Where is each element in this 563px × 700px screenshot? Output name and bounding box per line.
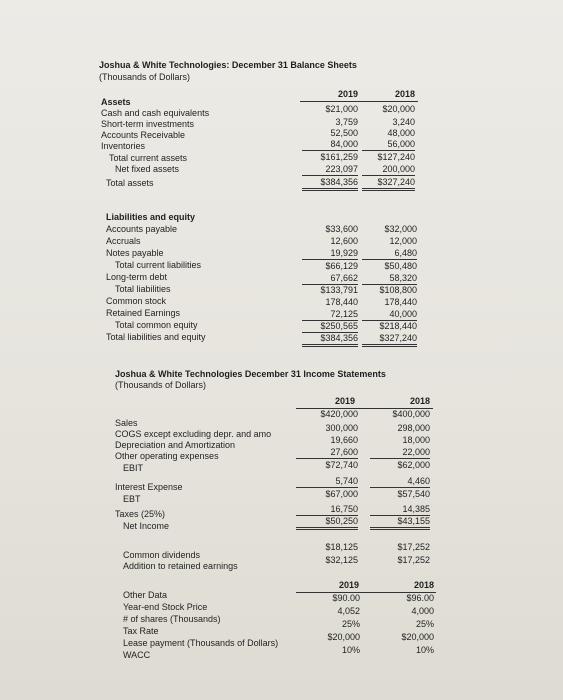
row-label: Short-term investments — [101, 119, 195, 129]
value-2018: 3,240 — [392, 117, 415, 127]
value-2019: 19,929 — [302, 248, 358, 260]
income-year-2019: 2019 — [334, 396, 355, 406]
value-2019: $18,125 — [325, 542, 358, 552]
row-label: # of shares (Thousands) — [123, 614, 221, 624]
value-2019: $250,565 — [302, 321, 358, 333]
income-statement-title: Joshua & White Technologies December 31 Income Statements — [115, 369, 386, 379]
row-label: Net fixed assets — [115, 164, 180, 174]
row-label: Common stock — [106, 296, 167, 306]
other-year-2018: 2018 — [413, 580, 434, 590]
row-label: Year-end Stock Price — [123, 602, 208, 612]
value-2019: $133,791 — [320, 285, 358, 295]
value-2018: 56,000 — [362, 139, 415, 151]
value-2018: $50,480 — [384, 261, 417, 271]
value-2018: 298,000 — [397, 423, 430, 433]
value-2018: $57,540 — [397, 489, 430, 499]
value-2018: 4,460 — [370, 476, 430, 488]
balance-header-rule — [300, 101, 418, 102]
liabilities-header: Liabilities and equity — [106, 212, 196, 222]
income-statement-subtitle: (Thousands of Dollars) — [115, 380, 207, 390]
value-2018: 12,000 — [389, 236, 417, 246]
value-2019: 67,662 — [302, 273, 358, 285]
value-2019: $384,356 — [302, 333, 358, 347]
value-2018: 48,000 — [387, 128, 415, 138]
value-2018: 178,440 — [384, 297, 417, 307]
row-label: Total current liabilities — [115, 260, 202, 270]
value-2018: $218,440 — [379, 321, 417, 331]
value-2018: 18,000 — [402, 435, 430, 445]
row-label: Taxes (25%) — [115, 509, 166, 519]
value-2018: $127,240 — [377, 152, 415, 162]
row-label: Total liabilities and equity — [106, 332, 206, 342]
value-2019: $384,356 — [302, 177, 358, 191]
other-year-2019: 2019 — [338, 580, 359, 590]
value-2018: 6,480 — [362, 248, 417, 260]
value-2018: $32,000 — [384, 224, 417, 234]
value-2018: 10% — [415, 645, 434, 655]
value-2018: 40,000 — [362, 309, 417, 321]
value-2019: 10% — [341, 645, 360, 655]
value-2019: $33,600 — [325, 224, 358, 234]
value-2018: $43,155 — [370, 516, 430, 530]
value-2018: $327,240 — [362, 333, 417, 347]
row-label: Accruals — [106, 236, 141, 246]
value-2019: $66,129 — [325, 261, 358, 271]
balance-sheet-subtitle: (Thousands of Dollars) — [99, 72, 191, 82]
row-label: Other operating expenses — [115, 451, 219, 461]
value-2018: $20,000 — [401, 632, 434, 642]
row-label: Tax Rate — [123, 626, 159, 636]
row-label: Accounts payable — [106, 224, 178, 234]
row-label: Sales — [115, 418, 138, 428]
value-2019: 19,660 — [330, 435, 358, 445]
row-label: Lease payment (Thousands of Dollars) — [123, 638, 279, 648]
row-label: WACC — [123, 650, 151, 660]
value-2018: 22,000 — [370, 447, 430, 459]
value-2019: $420,000 — [320, 409, 358, 419]
row-label: Total current assets — [109, 153, 188, 163]
value-2019: 27,600 — [296, 447, 358, 459]
row-label: Total liabilities — [115, 284, 171, 294]
income-year-2018: 2018 — [409, 396, 430, 406]
value-2019: 223,097 — [302, 164, 358, 176]
value-2019: 16,750 — [296, 504, 358, 516]
value-2018: $400,000 — [392, 409, 430, 419]
value-2018: $62,000 — [397, 460, 430, 470]
value-2019: $161,259 — [320, 152, 358, 162]
value-2018: 4,000 — [411, 606, 434, 616]
row-label: Net Income — [123, 521, 170, 531]
value-2018: 14,385 — [370, 504, 430, 516]
value-2018: $17,252 — [397, 555, 430, 565]
value-2018: $96.00 — [406, 593, 434, 603]
value-2019: $32,125 — [325, 555, 358, 565]
row-label: Interest Expense — [115, 482, 183, 492]
value-2019: 3,759 — [335, 117, 358, 127]
row-label: Depreciation and Amortization — [115, 440, 236, 450]
row-label: EBIT — [123, 463, 144, 473]
value-2019: 72,125 — [302, 309, 358, 321]
row-label: Retained Earnings — [106, 308, 181, 318]
value-2018: $327,240 — [362, 177, 415, 191]
value-2018: $108,800 — [379, 285, 417, 295]
value-2018: 58,320 — [362, 273, 417, 285]
other-data-title: Other Data — [123, 590, 168, 600]
value-2019: $20,000 — [327, 632, 360, 642]
value-2018: 200,000 — [362, 164, 415, 176]
balance-sheet-title: Joshua & White Technologies: December 31 Balance Sheets — [99, 60, 357, 70]
balance-year-2018: 2018 — [394, 89, 415, 99]
value-2019: 4,052 — [337, 606, 360, 616]
row-label: Common dividends — [123, 550, 201, 560]
row-label: EBT — [123, 494, 141, 504]
row-label: Inventories — [101, 141, 146, 151]
value-2019: 25% — [341, 619, 360, 629]
value-2019: 12,600 — [330, 236, 358, 246]
row-label: Addition to retained earnings — [123, 561, 238, 571]
value-2018: 25% — [415, 619, 434, 629]
value-2019: $72,740 — [325, 460, 358, 470]
balance-year-2019: 2019 — [337, 89, 358, 99]
value-2019: 300,000 — [325, 423, 358, 433]
value-2019: 84,000 — [302, 139, 358, 151]
row-label: Total assets — [106, 178, 154, 188]
value-2019: 52,500 — [330, 128, 358, 138]
value-2019: $50,250 — [296, 516, 358, 530]
row-label: Cash and cash equivalents — [101, 108, 210, 118]
assets-header: Assets — [101, 97, 131, 107]
value-2018: $17,252 — [397, 542, 430, 552]
row-label: Total common equity — [115, 320, 198, 330]
value-2018: $20,000 — [382, 104, 415, 114]
row-label: COGS except excluding depr. and amo — [115, 429, 272, 439]
row-label: Long-term debt — [106, 272, 168, 282]
row-label: Notes payable — [106, 248, 164, 258]
value-2019: $21,000 — [325, 104, 358, 114]
row-label: Accounts Receivable — [101, 130, 186, 140]
value-2019: 5,740 — [296, 476, 358, 488]
value-2019: $90.00 — [332, 593, 360, 603]
value-2019: $67,000 — [325, 489, 358, 499]
value-2019: 178,440 — [325, 297, 358, 307]
